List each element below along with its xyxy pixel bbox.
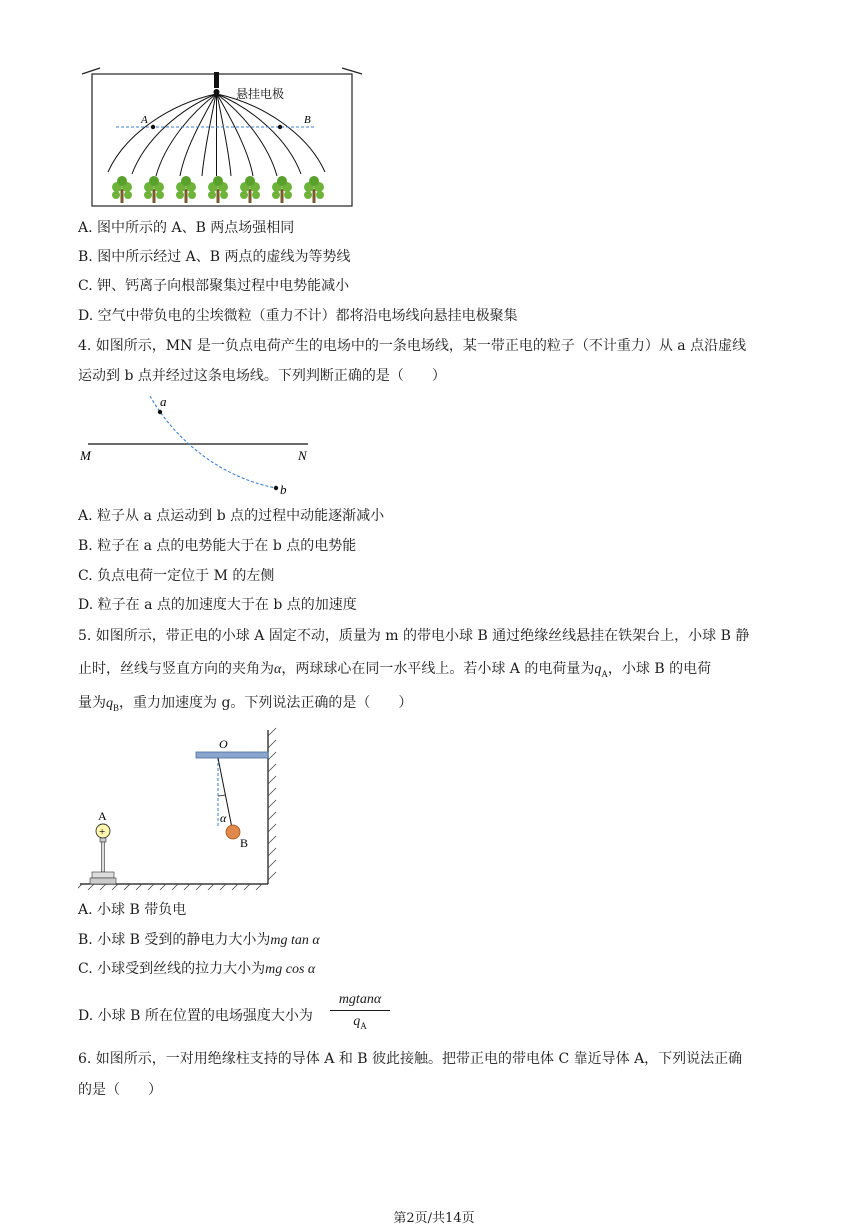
q6-stem-line2: 的是（ ） [78, 1082, 162, 1098]
alpha-symbol: α [274, 662, 282, 677]
q4-option-b: B. 粒子在 a 点的电势能大于在 b 点的电势能 [78, 538, 357, 554]
q5-option-c: C. 小球受到丝线的拉力大小为mg cos α [78, 961, 316, 977]
q5-stem-line1: 5. 如图所示，带正电的小球 A 固定不动，质量为 m 的带电小球 B 通过绝缘丝线悬挂在铁架台上，小球 B 静 [78, 628, 750, 644]
q3-option-c: C. 钾、钙离子向根部聚集过程中电势能减小 [78, 278, 350, 294]
q4-option-c: C. 负点电荷一定位于 M 的左侧 [78, 568, 275, 584]
figure-electrode-greenhouse [80, 64, 370, 214]
q3-option-a: A. 图中所示的 A、B 两点场强相同 [78, 220, 295, 236]
q4-stem-line2: 运动到 b 点并经过这条电场线。下列判断正确的是（ ） [78, 368, 446, 384]
q4-option-a: A. 粒子从 a 点运动到 b 点的过程中动能逐渐减小 [78, 508, 385, 524]
electrode-label: 悬挂电极 [236, 87, 285, 101]
fraction-field-strength: $\frac{mgtan\alpha}{q_A}$ [330, 992, 390, 1031]
expr-mg-tan: mg tan α [270, 933, 320, 948]
angle-alpha-label: α [220, 811, 227, 825]
plus-sign: + [99, 826, 106, 838]
q4-stem-line1: 4. 如图所示，MN 是一负点电荷产生的电场中的一条电场线，某一带正电的粒子（不计重力）从 a 点沿虚线 [78, 338, 747, 354]
q5-option-d: D. 小球 B 所在位置的电场强度大小为 [78, 1008, 313, 1024]
point-a: a [160, 394, 167, 409]
q6-stem-line1: 6. 如图所示，一对用绝缘柱支持的导体 A 和 B 彼此接触。把带正电的带电体 C 靠近导体 A，下列说法正确 [78, 1051, 743, 1067]
point-b-label: B [304, 114, 311, 126]
expr-mg-cos: mg cos α [265, 962, 316, 977]
page-number: 第2页/共14页 [393, 1211, 475, 1226]
q3-option-d: D. 空气中带负电的尘埃微粒（重力不计）都将沿电场线向悬挂电极聚集 [78, 308, 518, 324]
point-a-label: A [141, 114, 148, 126]
q5-stem-line3: 量为$q_B$，重力加速度为 g。下列说法正确的是（ ） [78, 695, 413, 713]
q5-option-b: B. 小球 B 受到的静电力大小为mg tan α [78, 932, 320, 948]
charge-qb: $q_B$ [106, 696, 120, 713]
label-m: M [80, 448, 91, 463]
q5-stem-line2: 止时，丝线与竖直方向的夹角为α，两球球心在同一水平线上。若小球 A 的电荷量为$q_A$，小球 B 的电荷 [78, 661, 712, 679]
figure-field-line-mn [78, 392, 328, 502]
figure-pendulum-charges [78, 726, 288, 896]
q4-option-d: D. 粒子在 a 点的加速度大于在 b 点的加速度 [78, 597, 357, 613]
q5-option-a: A. 小球 B 带负电 [78, 902, 187, 918]
plant-icons [112, 176, 324, 203]
ball-a-label: A [98, 809, 107, 823]
ball-b-label: B [240, 836, 249, 850]
point-b: b [280, 482, 287, 497]
pivot-o-label: O [219, 737, 228, 751]
label-n: N [298, 448, 307, 463]
charge-qa: $q_A$ [594, 662, 608, 679]
q3-option-b: B. 图中所示经过 A、B 两点的虚线为等势线 [78, 249, 351, 265]
